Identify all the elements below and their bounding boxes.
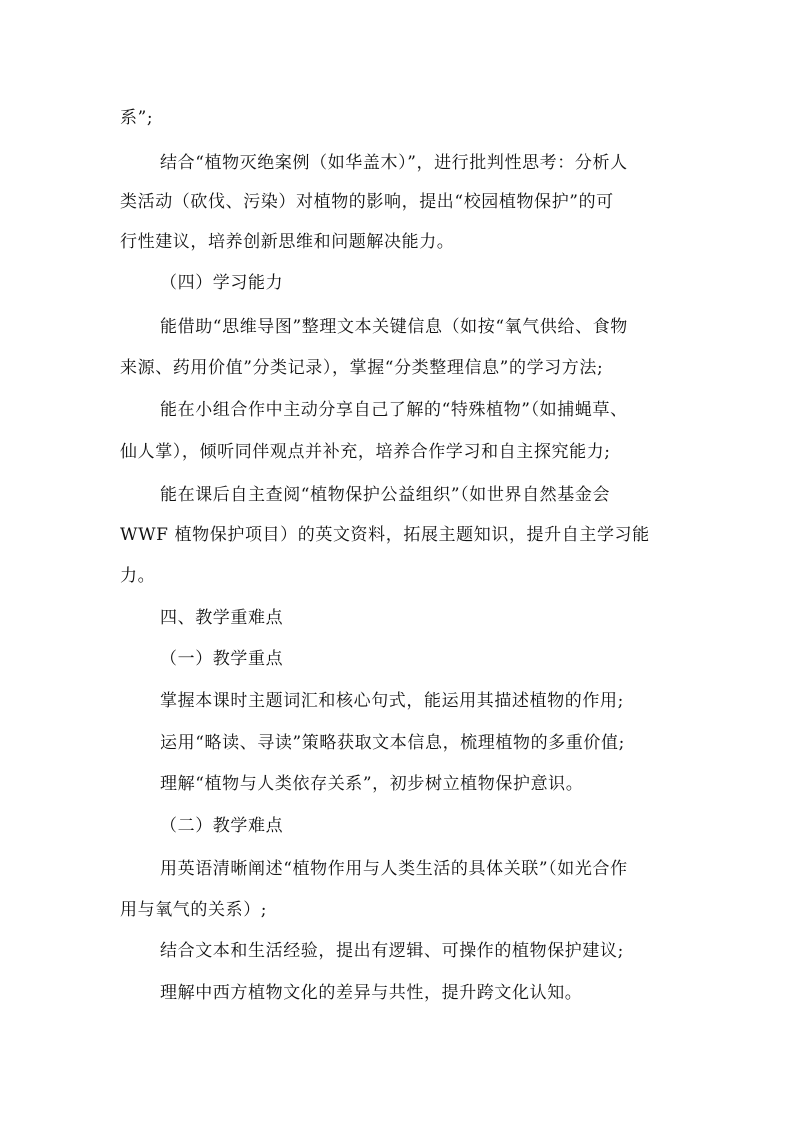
text-line: 类活动（砍伐、污染）对植物的影响，提出“校园植物保护”的可 xyxy=(120,192,614,212)
text-line: 用与氧气的关系）; xyxy=(120,900,268,920)
text-line: 来源、药用价值”分类记录），掌握“分类整理信息”的学习方法; xyxy=(120,358,604,378)
text-line: 运用“略读、寻读”策略获取文本信息，梳理植物的多重价值; xyxy=(160,733,625,753)
text-line: 理解“植物与人类依存关系”，初步树立植物保护意识。 xyxy=(160,774,584,794)
text-line: 能在课后自主查阅“植物保护公益组织”（如世界自然基金会 xyxy=(160,485,611,505)
text-line: 结合文本和生活经验，提出有逻辑、可操作的植物保护建议; xyxy=(160,941,624,961)
section-heading: （二）教学难点 xyxy=(160,816,284,836)
text-line: 理解中西方植物文化的差异与共性，提升跨文化认知。 xyxy=(160,983,583,1003)
text-line: 用英语清晰阐述“植物作用与人类生活的具体关联”（如光合作 xyxy=(160,859,628,879)
text-line: 力。 xyxy=(120,566,156,586)
section-heading: （四）学习能力 xyxy=(160,273,284,293)
text-line: 掌握本课时主题词汇和核心句式，能运用其描述植物的作用; xyxy=(160,691,624,711)
text-line: 系”; xyxy=(120,108,154,128)
section-heading: （一）教学重点 xyxy=(160,649,284,669)
section-heading: 四、教学重难点 xyxy=(160,608,284,628)
text-line: WWF 植物保护项目）的英文资料，拓展主题知识，提升自主学习能 xyxy=(120,525,650,545)
text-line: 仙人掌），倾听同伴观点并补充，培养合作学习和自主探究能力; xyxy=(120,442,611,462)
text-line: 行性建议，培养创新思维和问题解决能力。 xyxy=(120,232,455,252)
text-line: 能在小组合作中主动分享自己了解的“特殊植物”（如捕蝇草、 xyxy=(160,400,628,420)
text-line: 结合“植物灭绝案例（如华盖木）”，进行批判性思考：分析人 xyxy=(160,153,628,173)
text-line: 能借助“思维导图”整理文本关键信息（如按“氧气供给、食物 xyxy=(160,317,628,337)
